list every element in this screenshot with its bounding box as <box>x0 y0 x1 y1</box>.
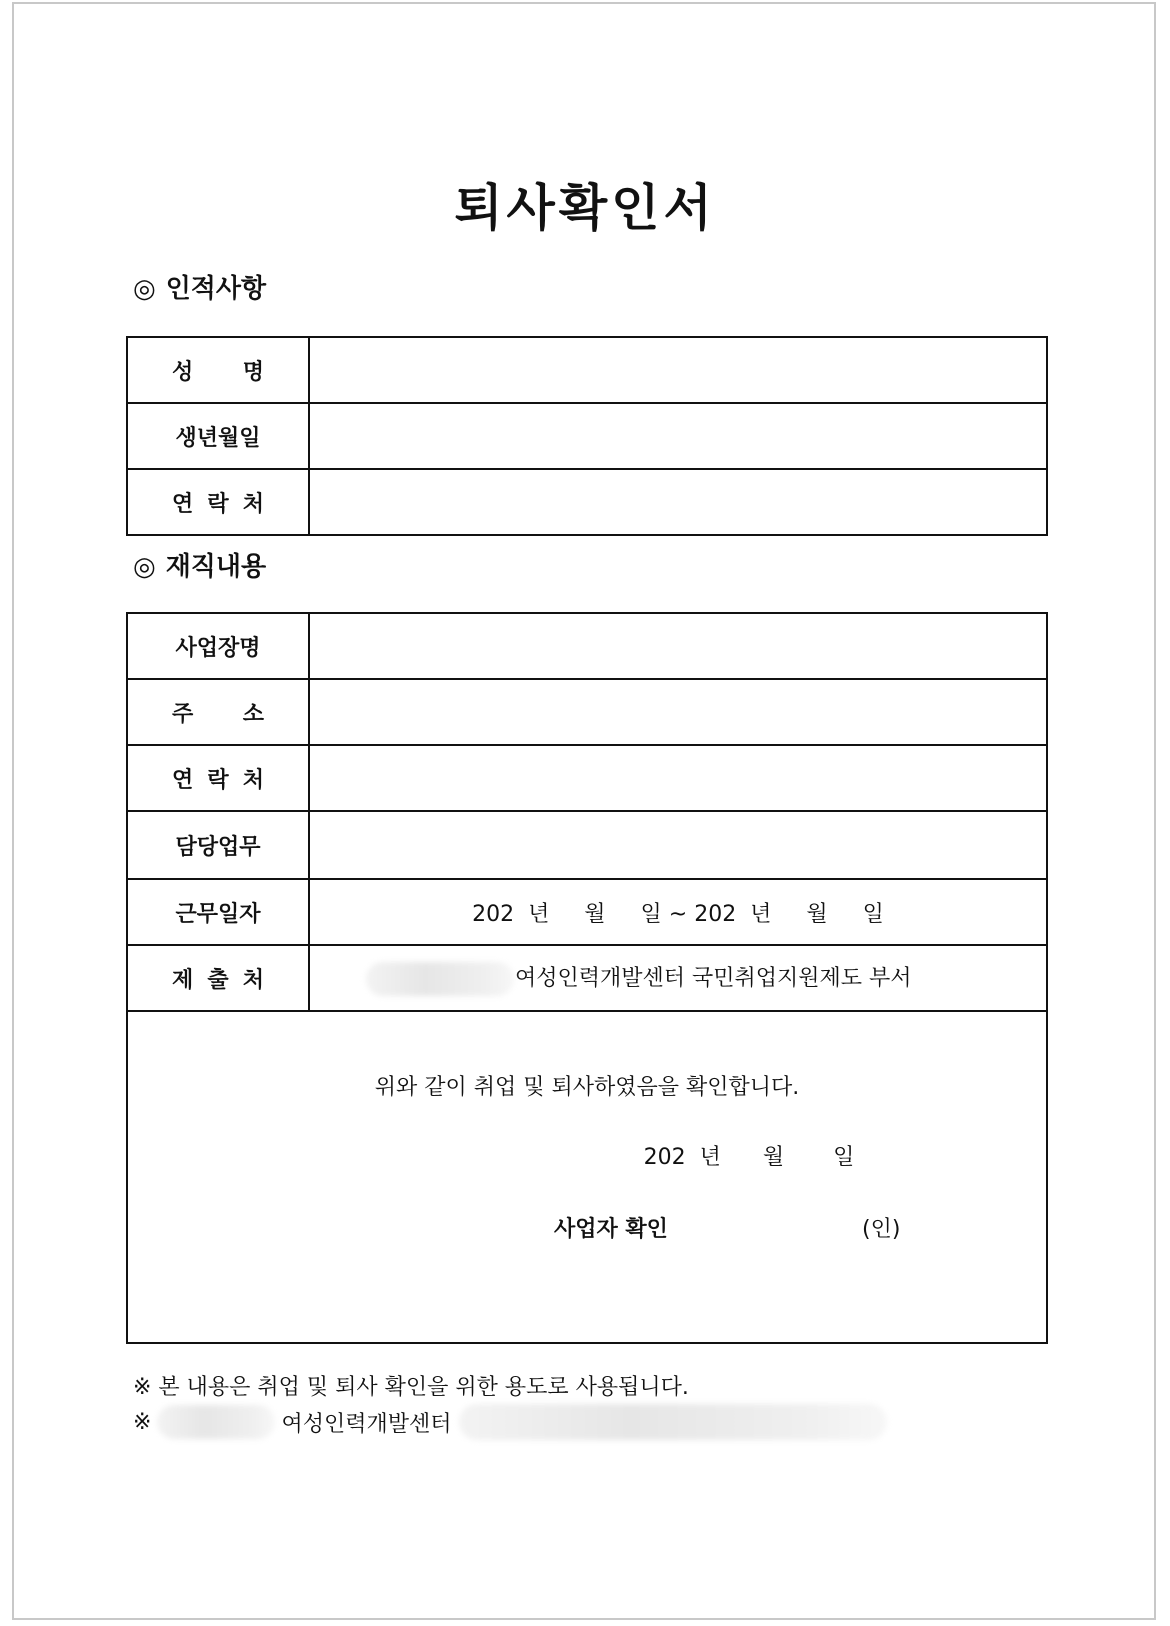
signer-label: 사업자 확인 <box>554 1217 668 1242</box>
label-char: 처 <box>242 767 264 793</box>
duties-label: 담당업무 <box>127 811 309 879</box>
contact-label <box>127 469 309 535</box>
label-char: 출 <box>207 967 229 993</box>
table-row <box>127 469 1047 535</box>
section-heading-text: 인적사항 <box>165 274 267 304</box>
redacted-region <box>459 1404 887 1440</box>
section-mark: ◎ <box>133 274 156 304</box>
name-value[interactable] <box>309 337 1047 403</box>
section-mark: ◎ <box>133 552 156 582</box>
address-value[interactable] <box>309 679 1047 745</box>
duties-value[interactable] <box>309 811 1047 879</box>
section-heading-personal <box>133 268 266 305</box>
work-period-label: 근무일자 <box>127 879 309 945</box>
company-contact-value[interactable] <box>309 745 1047 811</box>
submit-to-value <box>309 945 1047 1011</box>
employment-table <box>126 612 1048 1344</box>
table-row <box>127 879 1047 945</box>
label-char: 락 <box>207 491 229 517</box>
label-char: 연 <box>172 491 194 517</box>
contact-value[interactable] <box>309 469 1047 535</box>
label-char: 연 <box>172 767 194 793</box>
label-char: 처 <box>242 967 264 993</box>
section-heading-text: 재직내용 <box>165 552 267 582</box>
address-label <box>127 679 309 745</box>
birthdate-label: 생년월일 <box>127 403 309 469</box>
label-char: 제 <box>172 967 194 993</box>
confirmation-statement: 위와 같이 취업 및 퇴사하였음을 확인합니다. <box>374 1075 800 1100</box>
birthdate-value[interactable] <box>309 403 1047 469</box>
document-title: 퇴사확인서 <box>454 179 716 237</box>
section-heading-employment <box>133 546 266 583</box>
label-char: 처 <box>242 491 264 517</box>
table-row <box>127 811 1047 879</box>
label-char: 성 <box>172 359 194 385</box>
label-char: 명 <box>242 359 264 385</box>
workplace-value[interactable] <box>309 613 1047 679</box>
table-row <box>127 945 1047 1011</box>
personal-info-table <box>126 336 1048 536</box>
table-row <box>127 337 1047 403</box>
work-period-value[interactable]: 202 년 월 일 ~ 202 년 월 일 <box>309 879 1047 945</box>
workplace-label: 사업장명 <box>127 613 309 679</box>
center-note-text: 여성인력개발센터 <box>281 1411 452 1437</box>
name-label <box>127 337 309 403</box>
center-note <box>133 1404 887 1440</box>
note-mark: ※ <box>133 1409 152 1435</box>
submit-to-text: 여성인력개발센터 국민취업지원제도 부서 <box>515 965 912 991</box>
table-row <box>127 745 1047 811</box>
label-char: 주 <box>172 701 194 727</box>
label-char: 소 <box>242 701 264 727</box>
confirmation-box <box>127 1011 1047 1343</box>
seal-mark: (인) <box>862 1217 901 1242</box>
redacted-region <box>157 1405 275 1439</box>
redacted-region <box>366 962 514 996</box>
label-char: 락 <box>207 767 229 793</box>
confirmation-date: 202 년 월 일 <box>643 1145 855 1170</box>
usage-note: ※ 본 내용은 취업 및 퇴사 확인을 위한 용도로 사용됩니다. <box>133 1375 689 1400</box>
table-row <box>127 679 1047 745</box>
company-contact-label <box>127 745 309 811</box>
table-row <box>127 403 1047 469</box>
submit-to-label <box>127 945 309 1011</box>
table-row <box>127 613 1047 679</box>
table-row <box>127 1011 1047 1343</box>
